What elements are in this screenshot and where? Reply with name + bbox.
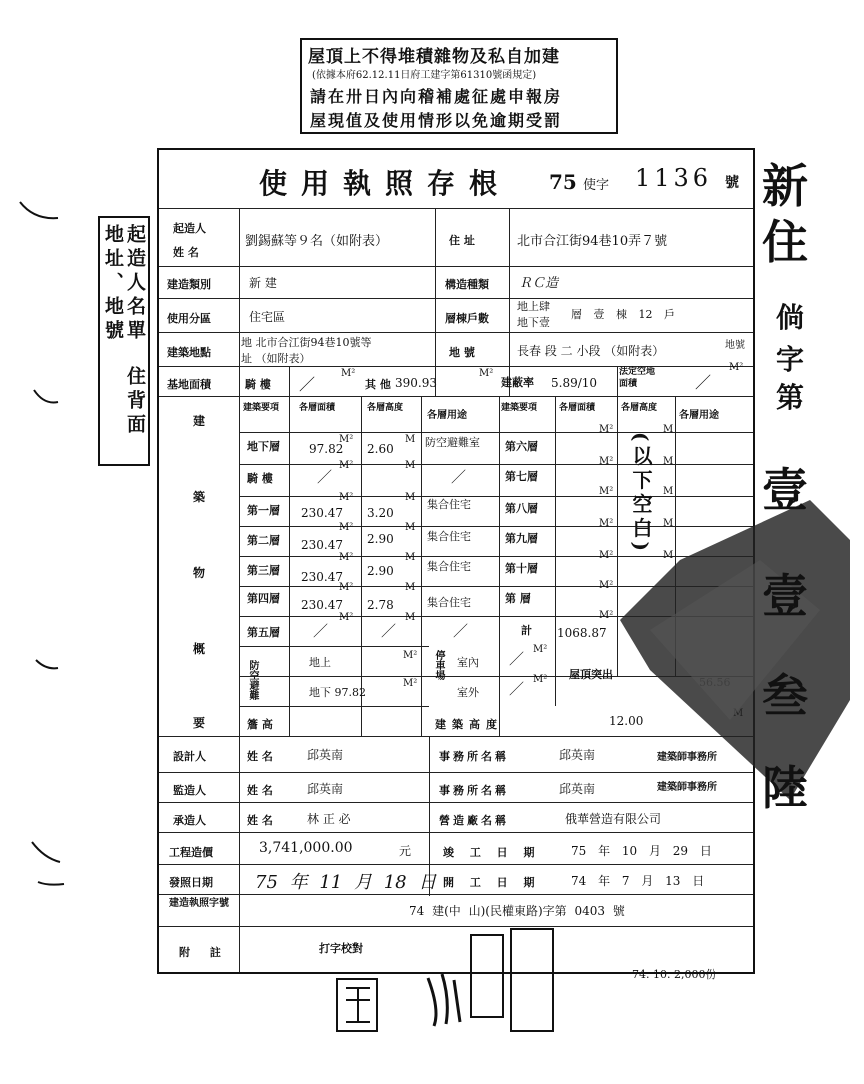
floor-use-1f: 集合住宅 (427, 498, 471, 511)
rule (159, 332, 753, 333)
completion-label: 竣 工 日 期 (443, 846, 541, 859)
build-type-label: 建造類別 (167, 278, 211, 291)
unit: M² (599, 610, 614, 621)
right-glyph-7: 壹 (762, 569, 808, 623)
parking-outdoor-value: ／ (509, 680, 525, 698)
section-char-4: 概 (193, 642, 206, 656)
floor-use-5f: ／ (453, 622, 469, 640)
unit: M (663, 456, 674, 467)
issue-date-value: 75 年 11 月 18 日 (255, 872, 437, 893)
total-label: 計 (521, 624, 532, 637)
start-date-label: 開 工 日 期 (443, 876, 541, 889)
floor-use-2f: 集合住宅 (427, 530, 471, 543)
right-glyph-2: 住 (762, 215, 808, 269)
right-glyph-9: 陸 (762, 761, 808, 815)
floor-area-arcade: ／ (317, 468, 333, 486)
supervisor-office-suffix: 建築師事務所 (657, 782, 717, 793)
unit: M² (599, 580, 614, 591)
structure-label: 構造種類 (445, 278, 489, 291)
rule (509, 208, 510, 396)
unit: M (405, 434, 416, 445)
building-height-value: 12.00 (609, 714, 644, 728)
right-glyph-4: 字 (776, 343, 805, 376)
side-label-col-2: 地址、地號 (102, 224, 124, 344)
form-title: 使用執照存根 (259, 167, 512, 200)
designer-office-suffix: 建築師事務所 (657, 752, 717, 763)
shelter-label: 防空避難 (247, 660, 258, 700)
head-use-right: 各層用途 (679, 410, 719, 421)
unit: M² (599, 424, 614, 435)
permit-ref-label: 建造執照字號 (169, 898, 229, 909)
open-space-label: 法定空地面積 (619, 367, 656, 389)
typist-label: 打字校對 (319, 942, 363, 955)
supervisor-label: 監造人 (173, 784, 206, 797)
arcade-value: ／ (299, 375, 316, 394)
unit: M (663, 518, 674, 529)
lot-value: 長春 段 二 小段 （如附表） (517, 344, 665, 358)
floor-area-4f: 230.47 (301, 598, 343, 612)
open-space-value: ／ (695, 373, 712, 392)
head-area-left: 各層面積 (299, 403, 336, 413)
floor-name-blank: 第 層 (505, 592, 531, 605)
floor-use-4f: 集合住宅 (427, 596, 471, 609)
parking-label: 停車場 (433, 650, 444, 680)
floor-name-b1: 地下層 (247, 440, 280, 453)
supervisor-office: 邱英南 (559, 782, 596, 796)
eave-height-label: 簷 高 (247, 718, 273, 731)
unit: M² (339, 612, 354, 623)
zone-value: 住宅區 (249, 310, 286, 324)
rule (499, 396, 500, 736)
floor-name-1f: 第一層 (247, 504, 280, 517)
unit: M² (339, 552, 354, 563)
unit: M² (339, 582, 354, 593)
notice-line-2: (依據本府62.12.11日府工建字第61310號函規定) (312, 70, 537, 81)
cost-value: 3,741,000.00 (259, 840, 353, 856)
rule (239, 208, 240, 972)
floor-name-8f: 第八層 (505, 502, 538, 515)
head-height-left: 各層高度 (367, 403, 404, 413)
site-value-1: 地 北市合江街94巷10號等 (241, 336, 372, 349)
shelter-above: 地上 (309, 656, 331, 669)
rule (159, 266, 753, 267)
notice-line-3: 請在卅日內向稽補處征處申報房 (310, 87, 563, 106)
coverage-value: 5.89/10 (551, 376, 598, 390)
unit: M² (599, 550, 614, 561)
rule (159, 298, 753, 299)
unit: M² (403, 678, 418, 689)
unit: M² (533, 644, 548, 655)
unit: M (663, 550, 674, 561)
seal-stamp-3 (510, 928, 554, 1032)
rule (617, 366, 618, 676)
designer-name-label: 姓 名 (247, 750, 273, 763)
unit: M (405, 460, 416, 471)
unit: M (405, 522, 416, 533)
floor-name-2f: 第二層 (247, 534, 280, 547)
rule (421, 396, 422, 736)
seal-mark (340, 980, 376, 1028)
section-char-2: 築 (193, 490, 206, 504)
floor-area-3f: 230.47 (301, 570, 343, 584)
unit: M (405, 612, 416, 623)
arcade-label: 騎 樓 (245, 378, 271, 391)
section-char-1: 建 (193, 414, 206, 428)
ink-smudge (620, 500, 850, 820)
arcade-unit: M² (341, 368, 356, 379)
owner-value: 劉錫蘇等９名（如附表） (245, 234, 389, 249)
rule (159, 208, 753, 209)
unit: M² (339, 434, 354, 445)
unit: M² (403, 650, 418, 661)
supervisor-name-label: 姓 名 (247, 784, 273, 797)
address-value: 北市合江街94巷10弄７號 (517, 234, 668, 249)
unit: M² (339, 522, 354, 533)
rule (239, 646, 429, 647)
unit: M (663, 486, 674, 497)
unit: M (663, 424, 674, 435)
floor-name-9f: 第九層 (505, 532, 538, 545)
side-label-col-1: 起造人名單 (124, 224, 146, 344)
right-glyph-8: 叁 (762, 669, 808, 723)
head-height-right: 各層高度 (621, 403, 658, 413)
side-label-col-3: 住背面 (124, 366, 146, 438)
floor-name-3f: 第三層 (247, 564, 280, 577)
permit-suffix: 號 (725, 175, 739, 191)
total-value: 1068.87 (557, 626, 607, 640)
start-date: 74 年 7 月 13 日 (571, 874, 705, 888)
right-glyph-6: 壹 (762, 463, 808, 517)
rule (555, 396, 556, 706)
floor-height-b1: 2.60 (367, 442, 394, 456)
notice-line-1: 屋頂上不得堆積雜物及私自加建 (308, 47, 560, 67)
rule (289, 366, 290, 736)
floor-height-1f: 3.20 (367, 506, 394, 520)
other-unit: M² (479, 368, 494, 379)
floor-name-10f: 第十層 (505, 562, 538, 575)
completion-date: 75 年 10 月 29 日 (571, 844, 712, 858)
designer-label: 設計人 (173, 750, 206, 763)
unit: M² (599, 518, 614, 529)
lot-suffix: 地號 (725, 340, 745, 351)
site-area-label: 基地面積 (167, 378, 211, 391)
site-value-2: 址 （如附表） (241, 352, 311, 365)
floors-rest: 層 壹 棟 12 戶 (571, 308, 675, 321)
address-label: 住 址 (449, 234, 475, 247)
back-page-label (98, 216, 150, 466)
rule (159, 894, 753, 895)
floor-height-4f: 2.78 (367, 598, 394, 612)
rule (159, 366, 753, 367)
issue-date-label: 發照日期 (169, 876, 213, 889)
notice-line-4: 屋現值及使用情形以免逾期受罰 (310, 111, 563, 130)
floor-height-3f: 2.90 (367, 564, 394, 578)
unit: M² (599, 486, 614, 497)
rule (435, 208, 436, 396)
section-char-5: 要 (193, 716, 206, 730)
contractor-office: 俄華營造有限公司 (565, 812, 662, 826)
floors-below: 地下壹 (517, 316, 550, 329)
open-space-unit: M² (729, 362, 744, 373)
floor-area-b1: 97.82 (309, 442, 344, 456)
rule (159, 396, 753, 397)
permit-year: 75 (549, 170, 577, 194)
building-height-label: 建築高度 (435, 718, 503, 731)
unit: M (405, 552, 416, 563)
parking-indoor-value: ／ (509, 650, 525, 668)
permit-number: 1136 (635, 164, 713, 192)
contractor-office-label: 營造廠名稱 (439, 814, 509, 827)
contractor-label: 承造人 (173, 814, 206, 827)
rule (159, 864, 753, 865)
floor-name-arcade: 騎 樓 (247, 472, 273, 485)
coverage-label: 建蔽率 (501, 376, 534, 389)
head-area-right: 各層面積 (559, 403, 596, 413)
right-glyph-5: 第 (776, 381, 805, 414)
margin-marks (14, 190, 74, 910)
unit: M² (599, 456, 614, 467)
owner-label-top: 起造人 (173, 222, 206, 235)
contractor-name-label: 姓 名 (247, 814, 273, 827)
contractor-name: 林 正 必 (307, 812, 351, 826)
other-label: 其 他 (365, 378, 391, 391)
unit: M (405, 492, 416, 503)
permit-prefix: 使字 (583, 178, 610, 193)
right-glyph-1: 新 (762, 159, 808, 213)
floor-use-3f: 集合住宅 (427, 560, 471, 573)
right-glyph-3: 倘 (776, 301, 805, 334)
floor-area-5f: ／ (313, 622, 329, 640)
head-use-left: 各層用途 (427, 410, 467, 421)
floor-height-2f: 2.90 (367, 532, 394, 546)
section-char-3: 物 (193, 566, 206, 580)
owner-label-bottom: 姓 名 (173, 246, 199, 259)
signature-scribble (420, 970, 480, 1030)
rule (239, 706, 429, 707)
designer-office: 邱英南 (559, 748, 596, 762)
lot-label: 地 號 (449, 346, 475, 359)
supervisor-office-label: 事務所名稱 (439, 784, 509, 797)
vacant-note: (以下空白) (629, 432, 653, 555)
print-count: 74. 10. 2,000份 (632, 968, 717, 981)
head-item-right: 建築要項 (501, 403, 538, 413)
cost-unit: 元 (399, 844, 412, 858)
rule (159, 926, 753, 927)
floor-name-6f: 第六層 (505, 440, 538, 453)
unit: M² (533, 674, 548, 685)
floor-area-1f: 230.47 (301, 506, 343, 520)
floor-use-b1: 防空避難室 (425, 436, 480, 449)
floor-name-4f: 第四層 (247, 592, 280, 605)
remark-label: 附 註 (179, 946, 229, 959)
floor-name-5f: 第五層 (247, 626, 280, 639)
rule (159, 832, 753, 833)
unit: M (405, 582, 416, 593)
parking-outdoor: 室外 (457, 686, 479, 699)
roof-notice-box (300, 38, 618, 134)
zone-label: 使用分區 (167, 312, 211, 325)
head-item-left: 建築要項 (243, 403, 280, 413)
floor-use-arcade: ／ (451, 468, 467, 486)
roof-protrusion-label: 屋頂突出 (569, 668, 613, 681)
floor-name-7f: 第七層 (505, 470, 538, 483)
unit: M² (339, 492, 354, 503)
floors-label: 層棟戶數 (445, 312, 489, 325)
permit-ref-value: 74 建(中 山)(民權東路)字第 0403 號 (409, 904, 625, 918)
supervisor-name: 邱英南 (307, 782, 344, 796)
site-label: 建築地點 (167, 346, 211, 359)
unit: M² (339, 460, 354, 471)
parking-indoor: 室內 (457, 656, 479, 669)
build-type-value: 新 建 (249, 276, 277, 290)
shelter-below: 地下 97.82 (309, 686, 366, 699)
floor-height-5f: ／ (381, 622, 397, 640)
structure-value: ＲＣ造 (519, 276, 559, 291)
floors-above: 地上肆 (517, 300, 550, 313)
designer-name: 邱英南 (307, 748, 344, 762)
designer-office-label: 事務所名稱 (439, 750, 509, 763)
other-value: 390.93 (395, 376, 437, 390)
floor-area-2f: 230.47 (301, 538, 343, 552)
cost-label: 工程造價 (169, 846, 213, 859)
